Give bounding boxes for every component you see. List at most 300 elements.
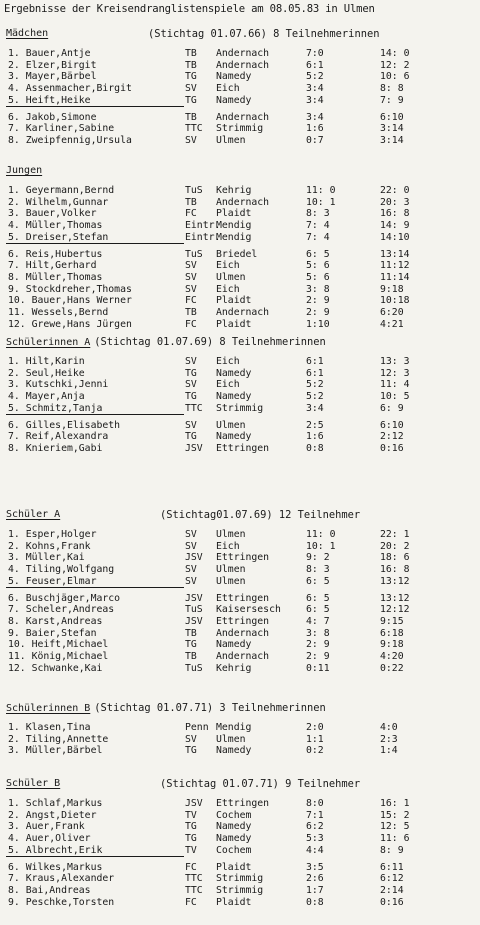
result-row xyxy=(0,639,480,650)
cell-name: 10. Bauer,Hans Werner xyxy=(8,295,132,307)
cell-name: 9. Baier,Stefan xyxy=(8,627,97,639)
result-row xyxy=(0,112,480,123)
result-row xyxy=(0,83,480,94)
result-row xyxy=(0,420,480,431)
cell-pts: 11: 0 xyxy=(306,529,336,540)
cell-bal: 2:12 xyxy=(380,431,404,443)
section-meta: (Stichtag01.07.69) 12 Teilnehmer xyxy=(160,509,361,521)
cell-city: Andernach xyxy=(216,59,270,71)
cell-name: 1. Esper,Holger xyxy=(8,529,97,540)
qualification-line xyxy=(6,106,184,107)
cell-club: TB xyxy=(185,627,197,639)
cell-club: TG xyxy=(185,745,197,757)
result-row xyxy=(0,356,480,367)
cell-club: Eintr. xyxy=(185,220,221,232)
cell-club: FC xyxy=(185,318,197,330)
section-header xyxy=(6,336,476,350)
result-row xyxy=(0,593,480,604)
cell-club: SV xyxy=(185,540,197,552)
cell-club: FC xyxy=(185,896,197,908)
cell-pts: 3:4 xyxy=(306,94,324,106)
cell-club: SV xyxy=(185,271,197,283)
cell-bal: 6:12 xyxy=(380,873,404,885)
cell-bal: 11:12 xyxy=(380,260,410,272)
cell-pts: 5:2 xyxy=(306,391,324,403)
cell-bal: 6:10 xyxy=(380,111,404,123)
cell-pts: 2: 9 xyxy=(306,295,330,307)
cell-city: Ettringen xyxy=(216,615,270,627)
cell-club: TuS xyxy=(185,604,203,616)
cell-pts: 0:8 xyxy=(306,442,324,454)
cell-club: Eintr. xyxy=(185,231,221,243)
cell-bal: 15: 2 xyxy=(380,809,410,821)
result-row xyxy=(0,272,480,283)
cell-city: Ulmen xyxy=(216,134,246,146)
cell-bal: 20: 3 xyxy=(380,196,410,208)
cell-bal: 12: 5 xyxy=(380,821,410,833)
cell-name: 6. Jakob,Simone xyxy=(8,111,97,123)
cell-city: Plaidt xyxy=(216,896,252,908)
cell-bal: 1:4 xyxy=(380,745,398,757)
cell-city: Plaidt xyxy=(216,861,252,873)
cell-city: Eich xyxy=(216,356,240,367)
result-row xyxy=(0,873,480,884)
cell-club: TTC xyxy=(185,402,203,414)
cell-city: Strimmig xyxy=(216,123,264,135)
cell-pts: 9: 2 xyxy=(306,552,330,564)
cell-club: SV xyxy=(185,134,197,146)
result-row xyxy=(0,885,480,896)
cell-club: TuS xyxy=(185,185,203,196)
cell-pts: 2:6 xyxy=(306,873,324,885)
result-row xyxy=(0,135,480,146)
cell-name: 2. Elzer,Birgit xyxy=(8,59,97,71)
cell-pts: 10: 1 xyxy=(306,196,336,208)
cell-bal: 14: 9 xyxy=(380,220,410,232)
cell-pts: 3: 8 xyxy=(306,627,330,639)
cell-city: Plaidt xyxy=(216,318,252,330)
cell-city: Kehrig xyxy=(216,185,252,196)
cell-bal: 3:14 xyxy=(380,123,404,135)
cell-bal: 13:12 xyxy=(380,575,410,587)
cell-city: Ulmen xyxy=(216,529,246,540)
cell-city: Cochem xyxy=(216,809,252,821)
cell-city: Eich xyxy=(216,83,240,95)
cell-name: 8. Zweipfennig,Ursula xyxy=(8,134,132,146)
cell-name: 4. Mayer,Anja xyxy=(8,391,85,403)
cell-club: JSV xyxy=(185,592,203,604)
cell-city: Mendig xyxy=(216,722,252,733)
cell-bal: 6:18 xyxy=(380,627,404,639)
cell-pts: 0:7 xyxy=(306,134,324,146)
cell-bal: 4:21 xyxy=(380,318,404,330)
cell-bal: 8: 8 xyxy=(380,83,404,95)
cell-club: TB xyxy=(185,59,197,71)
section-meta: (Stichtag 01.07.69) 8 Teilnehmerinnen xyxy=(94,336,326,348)
qualification-line xyxy=(6,856,184,857)
cell-bal: 3:14 xyxy=(380,134,404,146)
cell-city: Andernach xyxy=(216,111,270,123)
cell-pts: 7: 4 xyxy=(306,231,330,243)
cell-city: Andernach xyxy=(216,48,270,59)
cell-bal: 7: 9 xyxy=(380,94,404,106)
cell-bal: 22: 0 xyxy=(380,185,410,196)
cell-club: TTC xyxy=(185,123,203,135)
result-row xyxy=(0,628,480,639)
cell-pts: 5:2 xyxy=(306,71,324,83)
result-row xyxy=(0,208,480,219)
cell-city: Namedy xyxy=(216,94,252,106)
cell-name: 5. Heift,Heike xyxy=(8,94,91,106)
result-row xyxy=(0,552,480,563)
cell-name: 1. Geyermann,Bernd xyxy=(8,185,115,196)
cell-city: Andernach xyxy=(216,627,270,639)
cell-pts: 3:4 xyxy=(306,402,324,414)
cell-pts: 7:0 xyxy=(306,48,324,59)
result-row xyxy=(0,734,480,745)
cell-club: TTC xyxy=(185,873,203,885)
result-row xyxy=(0,431,480,442)
cell-pts: 6:1 xyxy=(306,367,324,379)
cell-city: Ulmen xyxy=(216,575,246,587)
cell-bal: 6:20 xyxy=(380,307,404,318)
cell-bal: 4:20 xyxy=(380,651,404,662)
cell-name: 3. Müller,Kai xyxy=(8,552,85,564)
cell-bal: 10: 5 xyxy=(380,391,410,403)
cell-name: 7. Kraus,Alexander xyxy=(8,873,115,885)
cell-pts: 3: 8 xyxy=(306,283,330,295)
cell-name: 4. Tiling,Wolfgang xyxy=(8,564,115,576)
section-meta: (Stichtag 01.07.71) 3 Teilnehmerinnen xyxy=(94,702,326,714)
cell-pts: 3:5 xyxy=(306,861,324,873)
result-row xyxy=(0,833,480,844)
cell-name: 3. Mayer,Bärbel xyxy=(8,71,97,83)
result-row xyxy=(0,307,480,318)
cell-bal: 14:10 xyxy=(380,231,410,243)
result-row xyxy=(0,862,480,873)
cell-pts: 0:8 xyxy=(306,896,324,908)
result-row xyxy=(0,123,480,134)
result-row xyxy=(0,295,480,306)
cell-pts: 5: 6 xyxy=(306,260,330,272)
cell-pts: 7:1 xyxy=(306,809,324,821)
cell-bal: 13:14 xyxy=(380,248,410,260)
cell-club: FC xyxy=(185,861,197,873)
cell-city: Strimmig xyxy=(216,402,264,414)
cell-name: 6. Buschjäger,Marco xyxy=(8,592,121,604)
cell-city: Kehrig xyxy=(216,662,252,674)
cell-name: 9. Stockdreher,Thomas xyxy=(8,283,132,295)
cell-club: SV xyxy=(185,733,197,745)
section-title: Schüler B xyxy=(6,778,61,789)
cell-club: TB xyxy=(185,196,197,208)
cell-pts: 1:1 xyxy=(306,733,324,745)
cell-name: 11. Wessels,Bernd xyxy=(8,307,109,318)
cell-pts: 4: 7 xyxy=(306,615,330,627)
cell-bal: 2:3 xyxy=(380,733,398,745)
result-row xyxy=(0,403,480,414)
cell-club: TV xyxy=(185,809,197,821)
cell-club: JSV xyxy=(185,798,203,809)
cell-name: 4. Auer,Oliver xyxy=(8,833,91,845)
cell-bal: 16: 1 xyxy=(380,798,410,809)
cell-pts: 0:2 xyxy=(306,745,324,757)
result-row xyxy=(0,845,480,856)
cell-name: 7. Scheler,Andreas xyxy=(8,604,115,616)
cell-bal: 12:12 xyxy=(380,604,410,616)
cell-pts: 3:4 xyxy=(306,111,324,123)
cell-bal: 6: 9 xyxy=(380,402,404,414)
cell-city: Namedy xyxy=(216,833,252,845)
result-row xyxy=(0,319,480,330)
result-row xyxy=(0,810,480,821)
cell-name: 4. Müller,Thomas xyxy=(8,220,103,232)
cell-pts: 5:2 xyxy=(306,379,324,391)
cell-bal: 11: 4 xyxy=(380,379,410,391)
cell-city: Eich xyxy=(216,260,240,272)
cell-pts: 8: 3 xyxy=(306,564,330,576)
cell-name: 8. Knieriem,Gabi xyxy=(8,442,103,454)
cell-bal: 4:0 xyxy=(380,722,398,733)
cell-bal: 10: 6 xyxy=(380,71,410,83)
cell-city: Ettringen xyxy=(216,442,270,454)
cell-city: Andernach xyxy=(216,196,270,208)
result-row xyxy=(0,604,480,615)
cell-pts: 4:4 xyxy=(306,844,324,856)
cell-city: Namedy xyxy=(216,639,252,651)
cell-name: 4. Assenmacher,Birgit xyxy=(8,83,132,95)
cell-pts: 2: 9 xyxy=(306,651,330,662)
cell-bal: 8: 9 xyxy=(380,844,404,856)
section-title: Jungen xyxy=(6,165,43,176)
cell-club: SV xyxy=(185,379,197,391)
cell-city: Ettringen xyxy=(216,798,270,809)
cell-bal: 9:15 xyxy=(380,615,404,627)
cell-club: TG xyxy=(185,833,197,845)
cell-pts: 2: 9 xyxy=(306,639,330,651)
cell-name: 5. Schmitz,Tanja xyxy=(8,402,103,414)
result-row xyxy=(0,616,480,627)
result-row xyxy=(0,722,480,733)
result-row xyxy=(0,249,480,260)
cell-pts: 6:2 xyxy=(306,821,324,833)
cell-pts: 6:1 xyxy=(306,356,324,367)
cell-club: JSV xyxy=(185,552,203,564)
cell-city: Namedy xyxy=(216,391,252,403)
cell-pts: 1:6 xyxy=(306,123,324,135)
cell-bal: 12: 2 xyxy=(380,59,410,71)
cell-club: TG xyxy=(185,71,197,83)
cell-pts: 6: 5 xyxy=(306,592,330,604)
cell-bal: 13:12 xyxy=(380,592,410,604)
cell-city: Ettringen xyxy=(216,552,270,564)
cell-club: TuS xyxy=(185,248,203,260)
cell-club: JSV xyxy=(185,615,203,627)
cell-name: 9. Peschke,Torsten xyxy=(8,896,115,908)
result-row xyxy=(0,443,480,454)
cell-club: TB xyxy=(185,111,197,123)
cell-club: FC xyxy=(185,208,197,220)
result-row xyxy=(0,60,480,71)
cell-name: 8. Müller,Thomas xyxy=(8,271,103,283)
cell-name: 3. Müller,Bärbel xyxy=(8,745,103,757)
result-row xyxy=(0,576,480,587)
cell-pts: 6: 5 xyxy=(306,248,330,260)
cell-city: Ulmen xyxy=(216,419,246,431)
cell-pts: 2:0 xyxy=(306,722,324,733)
cell-city: Strimmig xyxy=(216,884,264,896)
result-row xyxy=(0,197,480,208)
cell-name: 2. Tiling,Annette xyxy=(8,733,109,745)
cell-bal: 16: 8 xyxy=(380,208,410,220)
cell-bal: 11:14 xyxy=(380,271,410,283)
cell-city: Namedy xyxy=(216,71,252,83)
result-row xyxy=(0,71,480,82)
section-meta: (Stichtag 01.07.71) 9 Teilnehmer xyxy=(160,778,361,790)
cell-city: Ulmen xyxy=(216,564,246,576)
cell-name: 3. Bauer,Volker xyxy=(8,208,97,220)
section-title: Schülerinnen B xyxy=(6,703,91,714)
cell-club: SV xyxy=(185,356,197,367)
cell-club: TG xyxy=(185,821,197,833)
section-meta: (Stichtag 01.07.66) 8 Teilnehmerinnen xyxy=(148,28,380,40)
result-row xyxy=(0,368,480,379)
cell-city: Namedy xyxy=(216,821,252,833)
cell-name: 1. Klasen,Tina xyxy=(8,722,91,733)
section-title: Schüler A xyxy=(6,509,61,520)
cell-club: SV xyxy=(185,564,197,576)
cell-name: 8. Bai,Andreas xyxy=(8,884,91,896)
result-row xyxy=(0,220,480,231)
cell-pts: 5:3 xyxy=(306,833,324,845)
section-header xyxy=(6,28,476,42)
cell-bal: 16: 8 xyxy=(380,564,410,576)
result-row xyxy=(0,897,480,908)
cell-club: SV xyxy=(185,575,197,587)
cell-city: Cochem xyxy=(216,844,252,856)
cell-name: 7. Hilt,Gerhard xyxy=(8,260,97,272)
cell-pts: 10: 1 xyxy=(306,540,336,552)
cell-city: Plaidt xyxy=(216,208,252,220)
result-row xyxy=(0,95,480,106)
result-row xyxy=(0,745,480,756)
cell-city: Eich xyxy=(216,540,240,552)
result-row xyxy=(0,185,480,196)
cell-name: 5. Feuser,Elmar xyxy=(8,575,97,587)
cell-club: SV xyxy=(185,283,197,295)
section-title: Schülerinnen A xyxy=(6,337,91,348)
cell-bal: 14: 0 xyxy=(380,48,410,59)
cell-city: Eich xyxy=(216,283,240,295)
cell-name: 2. Kohns,Frank xyxy=(8,540,91,552)
cell-name: 6. Reis,Hubertus xyxy=(8,248,103,260)
result-row xyxy=(0,663,480,674)
cell-name: 7. Karliner,Sabine xyxy=(8,123,115,135)
document-title: Ergebnisse der Kreisendranglistenspiele am 08.05.83 in Ulmen xyxy=(4,3,375,15)
cell-name: 11. König,Michael xyxy=(8,651,109,662)
cell-city: Ulmen xyxy=(216,271,246,283)
cell-bal: 6:11 xyxy=(380,861,404,873)
cell-bal: 6:10 xyxy=(380,419,404,431)
cell-name: 3. Auer,Frank xyxy=(8,821,85,833)
result-row xyxy=(0,379,480,390)
cell-pts: 6: 5 xyxy=(306,575,330,587)
section-header xyxy=(6,702,476,716)
cell-pts: 8:0 xyxy=(306,798,324,809)
cell-name: 1. Hilt,Karin xyxy=(8,356,85,367)
cell-city: Kaisersesch xyxy=(216,604,281,616)
section-header xyxy=(6,778,476,792)
section-header xyxy=(6,165,476,179)
cell-city: Andernach xyxy=(216,307,270,318)
cell-bal: 0:16 xyxy=(380,896,404,908)
cell-club: TuS xyxy=(185,662,203,674)
cell-city: Andernach xyxy=(216,651,270,662)
cell-name: 2. Wilhelm,Gunnar xyxy=(8,196,109,208)
cell-name: 5. Albrecht,Erik xyxy=(8,844,103,856)
cell-pts: 1:6 xyxy=(306,431,324,443)
cell-club: FC xyxy=(185,295,197,307)
cell-bal: 9:18 xyxy=(380,639,404,651)
qualification-line xyxy=(6,587,184,588)
result-row xyxy=(0,391,480,402)
cell-name: 6. Wilkes,Markus xyxy=(8,861,103,873)
cell-club: JSV xyxy=(185,442,203,454)
cell-name: 10. Heift,Michael xyxy=(8,639,109,651)
cell-city: Strimmig xyxy=(216,873,264,885)
cell-city: Eich xyxy=(216,379,240,391)
cell-club: SV xyxy=(185,419,197,431)
cell-city: Briedel xyxy=(216,248,258,260)
result-row xyxy=(0,232,480,243)
cell-club: SV xyxy=(185,529,197,540)
result-row xyxy=(0,564,480,575)
cell-club: Penn xyxy=(185,722,209,733)
cell-club: TG xyxy=(185,391,197,403)
cell-city: Namedy xyxy=(216,745,252,757)
cell-name: 3. Kutschki,Jenni xyxy=(8,379,109,391)
cell-city: Namedy xyxy=(216,431,252,443)
cell-club: TB xyxy=(185,48,197,59)
cell-name: 1. Schlaf,Markus xyxy=(8,798,103,809)
cell-city: Mendig xyxy=(216,220,252,232)
cell-pts: 6:1 xyxy=(306,59,324,71)
cell-bal: 20: 2 xyxy=(380,540,410,552)
cell-name: 5. Dreiser,Stefan xyxy=(8,231,109,243)
qualification-line xyxy=(6,414,184,415)
cell-pts: 6: 5 xyxy=(306,604,330,616)
result-row xyxy=(0,541,480,552)
cell-city: Ulmen xyxy=(216,733,246,745)
cell-name: 12. Grewe,Hans Jürgen xyxy=(8,318,132,330)
cell-bal: 13: 3 xyxy=(380,356,410,367)
cell-club: TG xyxy=(185,367,197,379)
cell-club: TB xyxy=(185,651,197,662)
cell-club: SV xyxy=(185,260,197,272)
cell-name: 6. Gilles,Elisabeth xyxy=(8,419,121,431)
cell-bal: 11: 6 xyxy=(380,833,410,845)
cell-club: TG xyxy=(185,431,197,443)
cell-name: 12. Schwanke,Kai xyxy=(8,662,103,674)
result-row xyxy=(0,260,480,271)
cell-pts: 5: 6 xyxy=(306,271,330,283)
cell-bal: 0:22 xyxy=(380,662,404,674)
cell-pts: 7: 4 xyxy=(306,220,330,232)
result-row xyxy=(0,529,480,540)
cell-pts: 8: 3 xyxy=(306,208,330,220)
cell-name: 1. Bauer,Antje xyxy=(8,48,91,59)
cell-pts: 1:7 xyxy=(306,884,324,896)
